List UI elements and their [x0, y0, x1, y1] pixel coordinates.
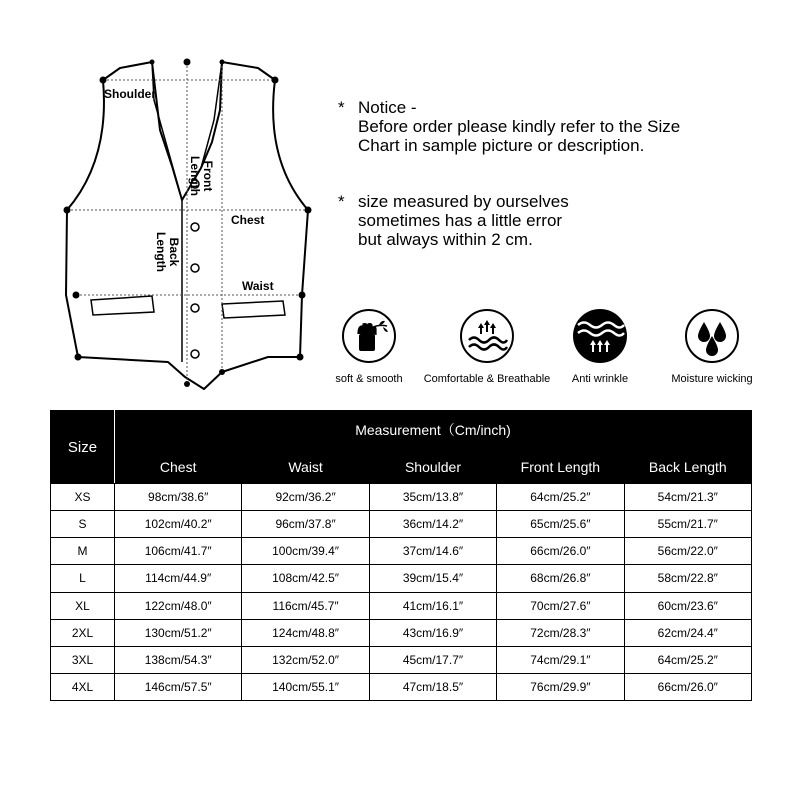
measurement-cell: 132cm/52.0″ [242, 646, 369, 673]
size-header: Size [51, 411, 115, 484]
measurement-cell: 62cm/24.4″ [624, 619, 751, 646]
feature-breathable [422, 308, 552, 385]
measurement-cell: 66cm/26.0″ [624, 673, 751, 700]
front-length-line-1: Front [201, 160, 215, 192]
measurement-cell: 56cm/22.0″ [624, 538, 751, 565]
size-cell: XS [51, 484, 115, 511]
measurement-cell: 98cm/38.6″ [115, 484, 242, 511]
measurement-cell: 130cm/51.2″ [115, 619, 242, 646]
size-rows [51, 484, 752, 701]
measurement-note [338, 192, 778, 249]
table-row [51, 565, 752, 592]
measurement-cell: 45cm/17.7″ [369, 646, 496, 673]
measurement-cell: 102cm/40.2″ [115, 511, 242, 538]
measurement-cell: 124cm/48.8″ [242, 619, 369, 646]
breathable-waves-icon [459, 308, 515, 364]
feature-soft [304, 308, 434, 385]
measurement-cell: 47cm/18.5″ [369, 673, 496, 700]
measurement-cell: 138cm/54.3″ [115, 646, 242, 673]
measurement-cell: 35cm/13.8″ [369, 484, 496, 511]
size-cell: M [51, 538, 115, 565]
back-length-line-1: Back [167, 237, 181, 267]
feature-anti-wrinkle [535, 308, 665, 385]
measurement-cell: 100cm/39.4″ [242, 538, 369, 565]
measurement-cell: 54cm/21.3″ [624, 484, 751, 511]
feature-label: soft & smooth [335, 373, 403, 385]
table-row [51, 592, 752, 619]
size-cell: XL [51, 592, 115, 619]
asterisk: * [338, 98, 345, 117]
note-line: size measured by ourselves [358, 192, 569, 211]
feature-label: Moisture wicking [671, 373, 753, 385]
size-cell: 4XL [51, 673, 115, 700]
measurement-cell: 72cm/28.3″ [497, 619, 624, 646]
measurement-cell: 65cm/25.6″ [497, 511, 624, 538]
size-cell: 2XL [51, 619, 115, 646]
notes [338, 98, 778, 286]
notice-note [338, 98, 778, 155]
measurement-cell: 114cm/44.9″ [115, 565, 242, 592]
size-cell: S [51, 511, 115, 538]
size-cell: 3XL [51, 646, 115, 673]
measurement-cell: 116cm/45.7″ [242, 592, 369, 619]
measurement-cell: 122cm/48.0″ [115, 592, 242, 619]
table-row [51, 484, 752, 511]
size-chart-table [50, 410, 752, 701]
measurement-cell: 39cm/15.4″ [369, 565, 496, 592]
measurement-cell: 140cm/55.1″ [242, 673, 369, 700]
front-length-line-2: Length [188, 156, 202, 196]
column-header-front-length: Front Length [497, 450, 624, 484]
feature-icons [330, 308, 780, 388]
measurement-cell: 146cm/57.5″ [115, 673, 242, 700]
measurement-cell: 74cm/29.1″ [497, 646, 624, 673]
feature-moisture [647, 308, 777, 385]
size-cell: L [51, 565, 115, 592]
shoulder-label: Shoulder [104, 87, 157, 101]
measurement-cell: 68cm/26.8″ [497, 565, 624, 592]
table-row [51, 646, 752, 673]
vest-diagram [0, 0, 330, 400]
measurement-cell: 41cm/16.1″ [369, 592, 496, 619]
column-header-waist: Waist [242, 450, 369, 484]
note-line: Chart in sample picture or description. [358, 136, 645, 155]
front-length-label [188, 154, 214, 198]
column-header-chest: Chest [115, 450, 242, 484]
measurement-cell: 96cm/37.8″ [242, 511, 369, 538]
measurement-cell: 36cm/14.2″ [369, 511, 496, 538]
measurement-cell: 60cm/23.6″ [624, 592, 751, 619]
note-line: sometimes has a little error [358, 211, 563, 230]
measurement-cell: 70cm/27.6″ [497, 592, 624, 619]
vest-outline-icon [0, 0, 330, 400]
table-row [51, 511, 752, 538]
hand-plant-icon [341, 308, 397, 364]
moisture-drops-icon [684, 308, 740, 364]
table-row [51, 538, 752, 565]
note-line: Before order please kindly refer to the Size [358, 117, 681, 136]
measurement-cell: 64cm/25.2″ [497, 484, 624, 511]
feature-label: Comfortable & Breathable [423, 373, 551, 385]
measurement-cell: 64cm/25.2″ [624, 646, 751, 673]
measurement-cell: 66cm/26.0″ [497, 538, 624, 565]
back-length-line-2: Length [154, 232, 168, 272]
note-line: but always within 2 cm. [358, 230, 533, 249]
measurement-cell: 108cm/42.5″ [242, 565, 369, 592]
asterisk: * [338, 192, 345, 211]
measurement-cell: 76cm/29.9″ [497, 673, 624, 700]
measurement-cell: 55cm/21.7″ [624, 511, 751, 538]
waist-label: Waist [242, 279, 274, 293]
table-row [51, 673, 752, 700]
note-line: Notice - [358, 98, 417, 117]
back-length-label [154, 232, 180, 272]
column-header-shoulder: Shoulder [369, 450, 496, 484]
column-header-back-length: Back Length [624, 450, 751, 484]
anti-wrinkle-icon [572, 308, 628, 364]
measurement-cell: 37cm/14.6″ [369, 538, 496, 565]
measurement-cell: 106cm/41.7″ [115, 538, 242, 565]
measurement-cell: 92cm/36.2″ [242, 484, 369, 511]
feature-label: Anti wrinkle [571, 373, 629, 385]
measurement-cell: 58cm/22.8″ [624, 565, 751, 592]
table-row [51, 619, 752, 646]
measurement-cell: 43cm/16.9″ [369, 619, 496, 646]
measurement-header: Measurement（Cm/inch) [115, 411, 752, 450]
chest-label: Chest [231, 213, 265, 227]
